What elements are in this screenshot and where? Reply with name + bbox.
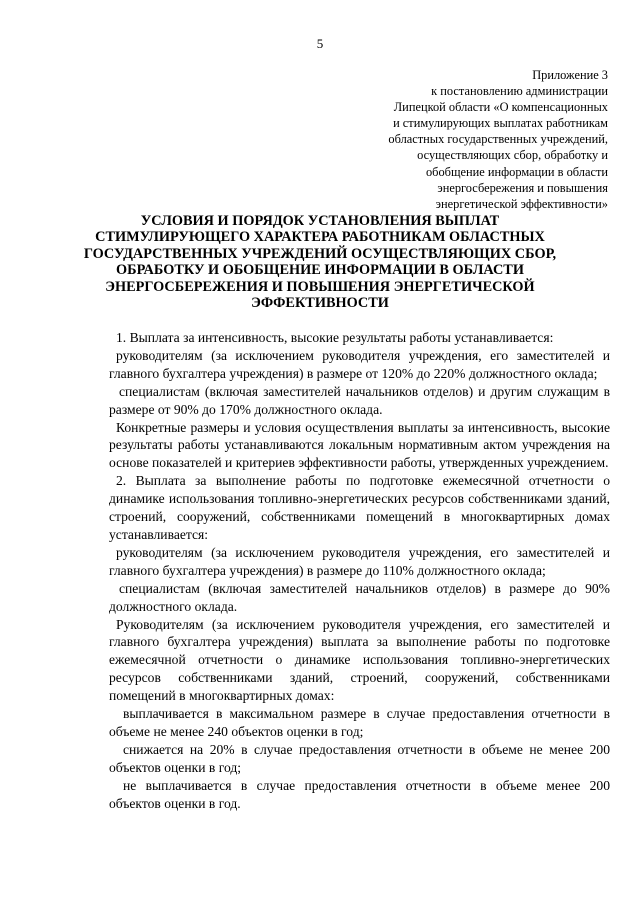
appendix-line: осуществляющих сбор, обработку и	[417, 148, 608, 163]
document-body	[109, 329, 610, 812]
title-line: ЭНЕРГОСБЕРЕЖЕНИЯ И ПОВЫШЕНИЯ ЭНЕРГЕТИЧЕСКОЙ	[105, 278, 535, 295]
paragraph: 2. Выплата за выполнение работы по подготовке ежемесячной отчетности о динамике использования топливно-энергетических ресурсов собственниками зданий, строений, сооружений, собственниками помещений в многоквартирных домах устанавливается:	[109, 473, 610, 542]
paragraph: руководителям (за исключением руководителя учреждения, его заместителей и главного бухгалтера учреждения) в размере до 110% должностного оклада;	[109, 544, 610, 578]
appendix-line: обобщение информации в области	[425, 164, 608, 179]
appendix-line: энергосбережения и повышения	[437, 180, 608, 195]
appendix-line: Липецкой области «О компенсационных	[393, 100, 608, 115]
paragraph: Руководителям (за исключением руководителя учреждения, его заместителей и главного бухгалтера учреждения) выплата за выполнение работы по подготовке ежемесячной отчетности о динамике использования топливно-энергетических ресурсов собственниками зданий, строений, сооружений, собственниками помещений в многоквартирных домах:	[109, 616, 610, 704]
paragraph: руководителям (за исключением руководителя учреждения, его заместителей и главного бухгалтера учреждения) в размере от 120% до 220% должностного оклада;	[109, 347, 610, 381]
appendix-line: энергетической эффективности»	[435, 196, 608, 211]
paragraph: специалистам (включая заместителей начальников отделов) в размере до 90% должностного оклада.	[109, 580, 610, 614]
appendix-line: Приложение 3	[532, 68, 608, 82]
paragraph: специалистам (включая заместителей начальников отделов) и другим служащим в размере от 90% до 170% должностного оклада.	[109, 383, 610, 417]
title-line: СТИМУЛИРУЮЩЕГО ХАРАКТЕРА РАБОТНИКАМ ОБЛАСТНЫХ	[95, 229, 545, 246]
page-number: 5	[316, 36, 324, 51]
list-item: снижается на 20% в случае предоставления отчетности в объеме не менее 200 объектов оценки в год;	[109, 741, 610, 775]
paragraph: 1. Выплата за интенсивность, высокие результаты работы устанавливается:	[116, 330, 554, 345]
title-line: ГОСУДАРСТВЕННЫХ УЧРЕЖДЕНИЙ ОСУЩЕСТВЛЯЮЩИХ СБОР,	[83, 245, 557, 262]
appendix-line: к постановлению администрации	[431, 84, 608, 99]
title-line: УСЛОВИЯ И ПОРЯДОК УСТАНОВЛЕНИЯ ВЫПЛАТ	[140, 213, 500, 229]
appendix-line: областных государственных учреждений,	[388, 132, 608, 147]
title-line: ЭФФЕКТИВНОСТИ	[251, 295, 389, 312]
list-item: выплачивается в максимальном размере в случае предоставления отчетности в объеме не менее 240 объектов оценки в год;	[109, 706, 610, 739]
appendix-line: и стимулирующих выплатах работникам	[393, 116, 608, 131]
document-title	[60, 213, 580, 311]
appendix-header	[338, 67, 608, 212]
list-item: не выплачивается в случае предоставления отчетности в объеме менее 200 объектов оценки в год.	[109, 777, 610, 811]
paragraph: Конкретные размеры и условия осуществления выплаты за интенсивность, высокие результаты работы устанавливаются локальным нормативным актом учреждения на основе показателей и критериев эффективности работы, утвержденных учреждением.	[109, 419, 610, 471]
title-line: ОБРАБОТКУ И ОБОБЩЕНИЕ ИНФОРМАЦИИ В ОБЛАСТИ	[116, 262, 524, 279]
